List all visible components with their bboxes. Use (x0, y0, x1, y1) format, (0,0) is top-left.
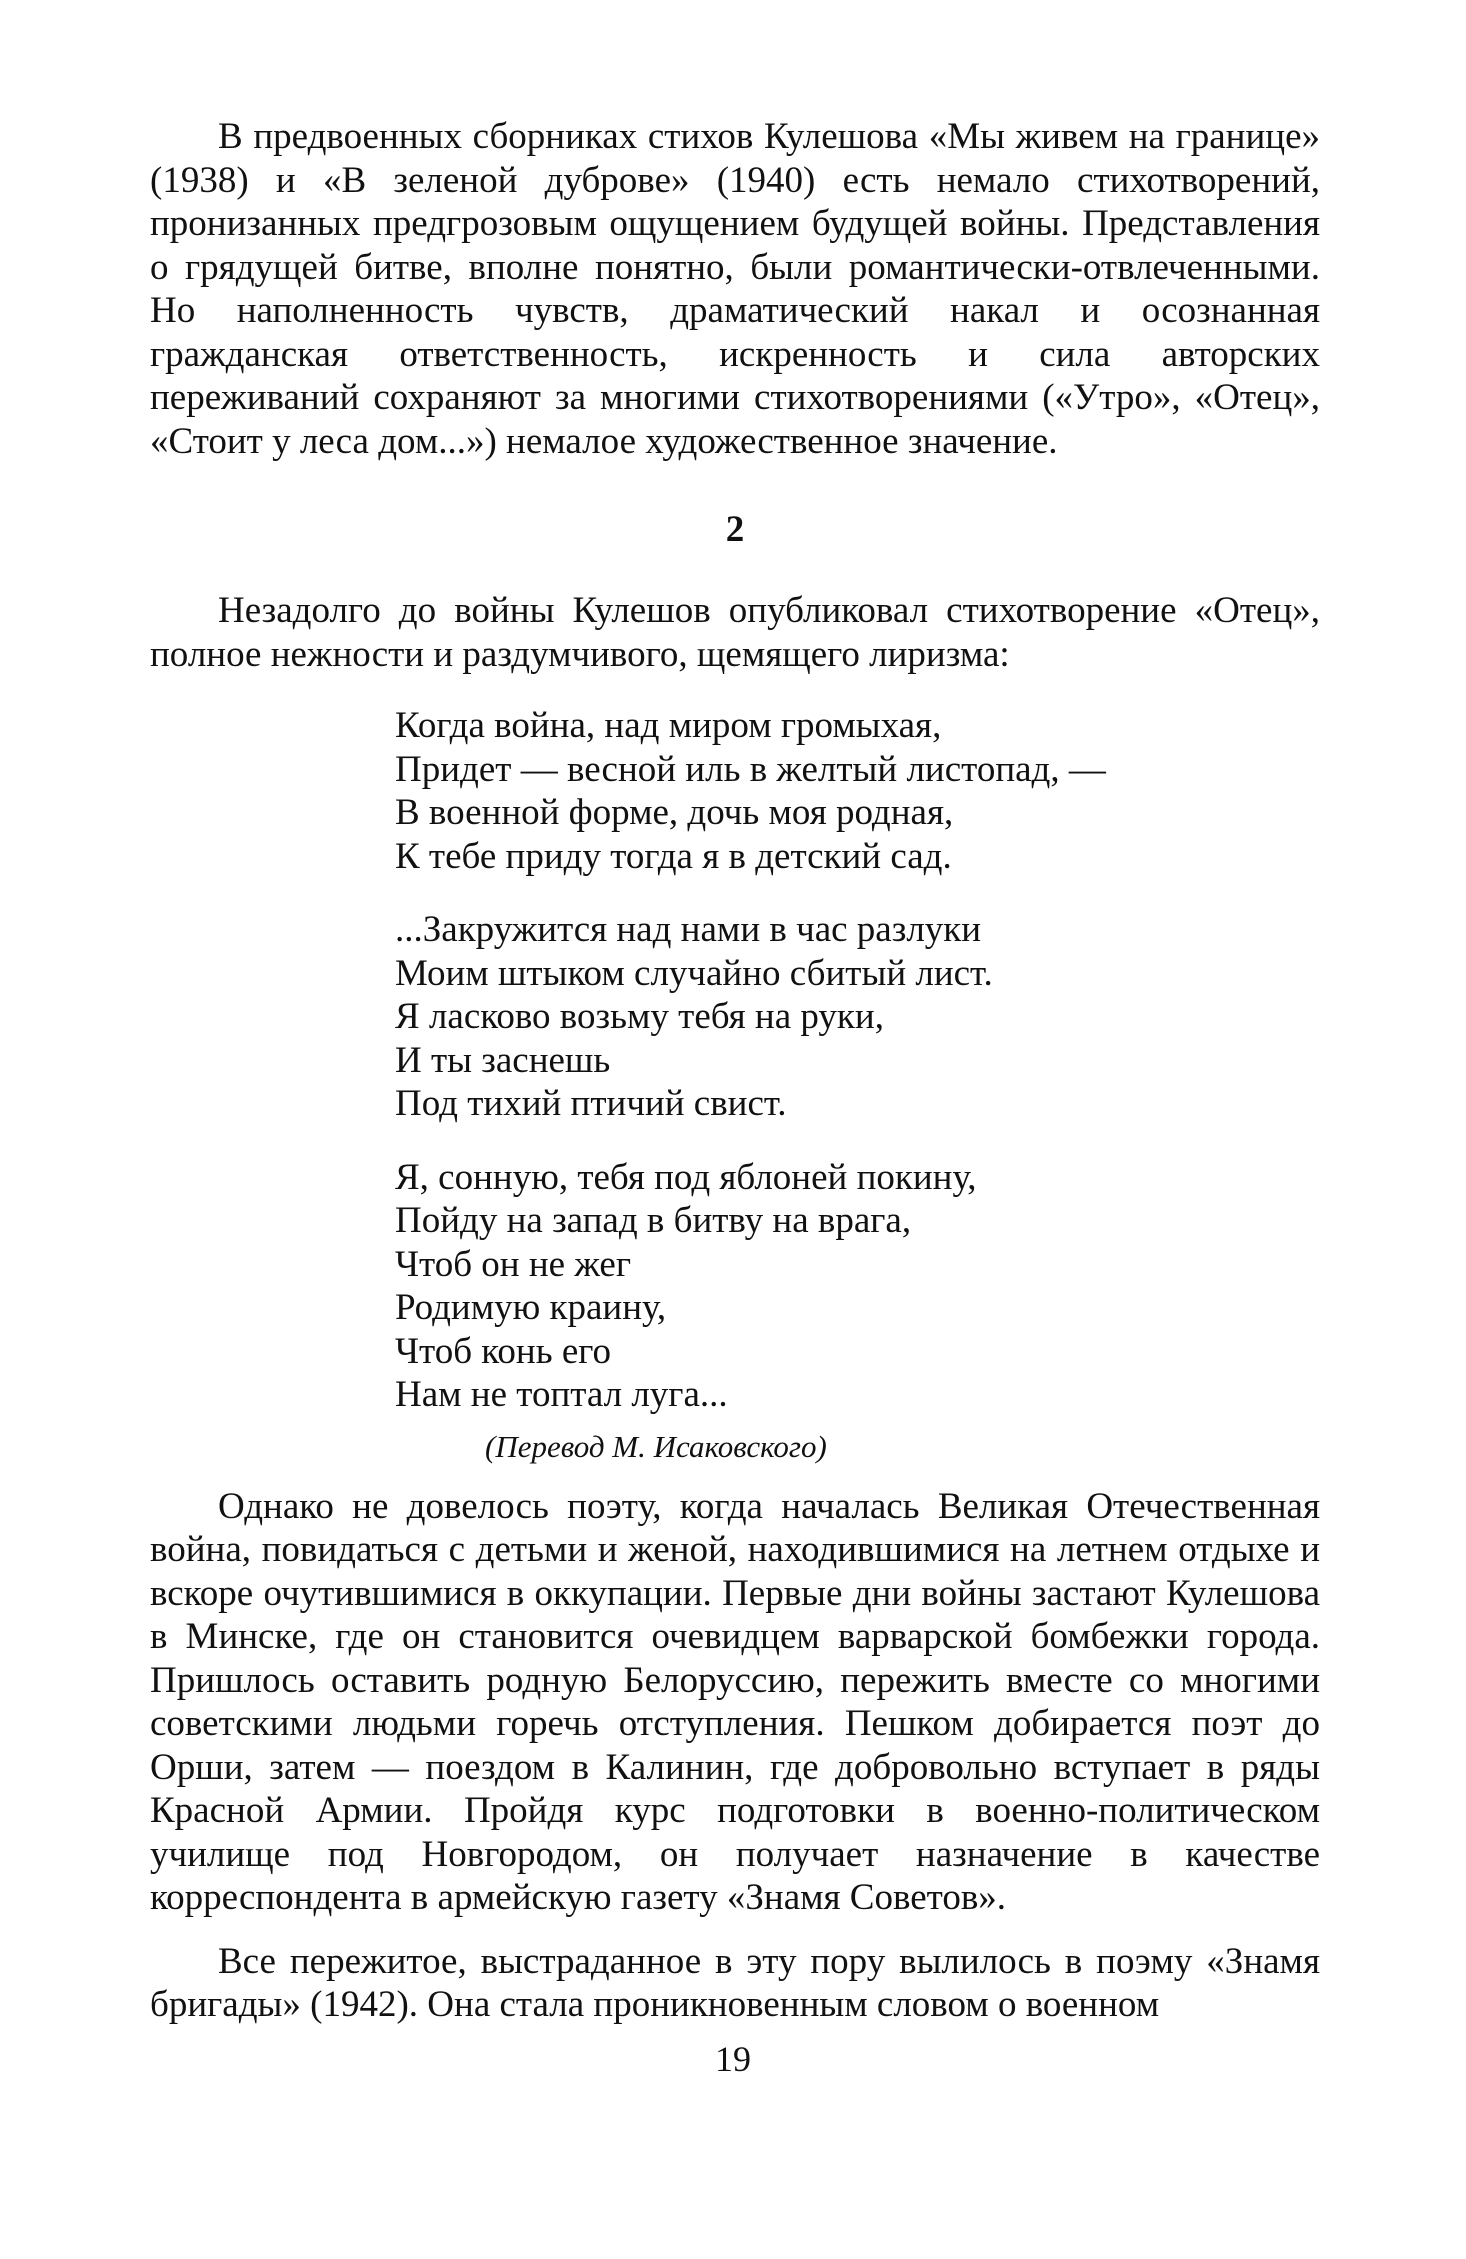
poem-line: Я ласково возьму тебя на руки, (395, 996, 884, 1037)
poem-stanza-3 (395, 1156, 1320, 1417)
page-number: 19 (715, 2039, 751, 2079)
poem-line: Под тихий птичий свист. (395, 1083, 787, 1124)
poem-stanza-1 (395, 704, 1320, 878)
poem-line: Пойду на запад в битву на врага, (395, 1200, 912, 1241)
poem-line: И ты заснешь (395, 1039, 611, 1081)
poem-line: Придет — весной иль в желтый листопад, — (395, 748, 1106, 790)
book-page (150, 115, 1320, 2027)
poem-line: К тебе приду тогда я в детский сад. (395, 835, 952, 877)
poem-line: Когда война, над миром громыхая, (395, 705, 942, 746)
paragraph-war-begins: Однако не довелось поэту, когда началась Великая Отечественная война, повидаться с детьми и женой, находившимися на летнем отдыхе и вскоре очутившимися в оккупации. Первые дни войны застают Кулешова в Минске, где он становится очевидцем варварской бомбежки города. Пришлось оставить родную Белоруссию, пережить вместе со многими советскими людьми горечь отступления. Пешком добирается поэт до Орши, затем — поездом в Калинин, где добровольно вступает в ряды Красной Армии. Пройдя курс подготовки в военно-политическом училище под Новгородом, он получает назначение в качестве корреспондента в армейскую газету «Знамя Советов». (150, 1485, 1320, 1918)
paragraph-intro-poem: Незадолго до войны Кулешов опубликовал стихотворение «Отец», полное нежности и раздумчивого, щемящего лиризма: (150, 590, 1320, 675)
section-number: 2 (725, 509, 745, 550)
poem-stanza-2 (395, 908, 1320, 1126)
poem-line: ...Закружится над нами в час разлуки (395, 909, 982, 950)
poem-line: Нам не топтал луга... (395, 1374, 728, 1415)
poem-otec (395, 704, 1320, 1417)
poem-line: В военной форме, дочь моя родная, (395, 792, 954, 833)
poem-line: Родимую краину, (395, 1287, 667, 1328)
paragraph-prewar-collections: В предвоенных сборниках стихов Кулешова «Мы живем на границе» (1938) и «В зеленой дуброве» (1940) есть немало стихотворений, пронизанных предгрозовым ощущением будущей войны. Представления о грядущей битве, вполне понятно, были романтически-отвлеченными. Но наполненность чувств, драматический накал и осознанная гражданская ответственность, искренность и сила авторских переживаний сохраняют за многими стихотворениями («Утро», «Отец», «Стоит у леса дом...») немалое художественное значение. (150, 116, 1320, 462)
paragraph-znamya-brigady: Все пережитое, выстраданное в эту пору вылилось в поэму «Знамя бригады» (1942). Она стала проникновенным словом о военном (150, 1940, 1320, 2025)
poem-line: Моим штыком случайно сбитый лист. (395, 952, 993, 994)
poem-line: Чтоб конь его (395, 1330, 612, 1372)
poem-translation-attribution: (Перевод М. Исаковского) (485, 1428, 827, 1464)
poem-line: Я, сонную, тебя под яблоней покину, (395, 1156, 977, 1198)
poem-line: Чтоб он не жег (395, 1243, 632, 1285)
